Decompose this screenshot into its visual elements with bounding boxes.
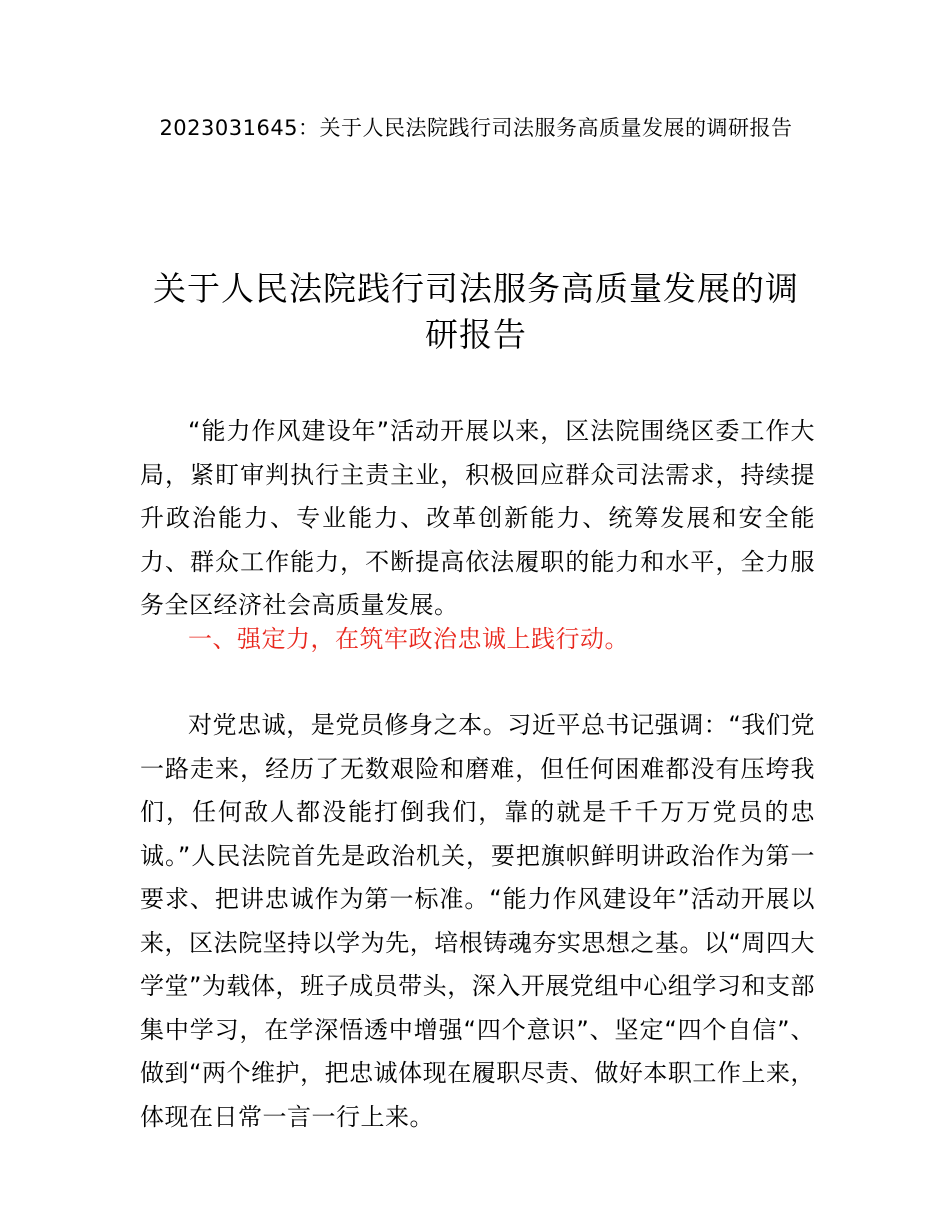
document-header: 2023031645：关于人民法院践行司法服务高质量发展的调研报告 (159, 116, 793, 140)
section-heading-1: 一、强定力，在筑牢政治忠诚上践行动。 (188, 625, 629, 653)
paragraph-section-1: 对党忠诚，是党员修身之本。习近平总书记强调：“我们党一路走来，经历了无数艰险和磨难，但任何困难都没有压垮我们，任何敌人都没能打倒我们，靠的就是千千万万党员的忠诚。”人民法院首先是政治机关，要把旗帜鲜明讲政治作为第一要求、把讲忠诚作为第一标准。“能力作风建设年”活动开展以来，区法院坚持以学为先，培根铸魂夯实思想之基。以“周四大学堂”为载体，班子成员带头，深入开展党组中心组学习和支部集中学习，在学深悟透中增强“四个意识”、坚定“四个自信”、做到“两个维护，把忠诚体现在履职尽责、做好本职工作上来，体现在日常一言一行上来。 (140, 711, 815, 1131)
document-title: 关于人民法院践行司法服务高质量发展的调研报告 (153, 269, 799, 354)
paragraph-intro: “能力作风建设年”活动开展以来，区法院围绕区委工作大局，紧盯审判执行主责主业，积极回应群众司法需求，持续提升政治能力、专业能力、改革创新能力、统筹发展和安全能力、群众工作能力，不断提高依法履职的能力和水平，全力服务全区经济社会高质量发展。 (140, 417, 815, 619)
